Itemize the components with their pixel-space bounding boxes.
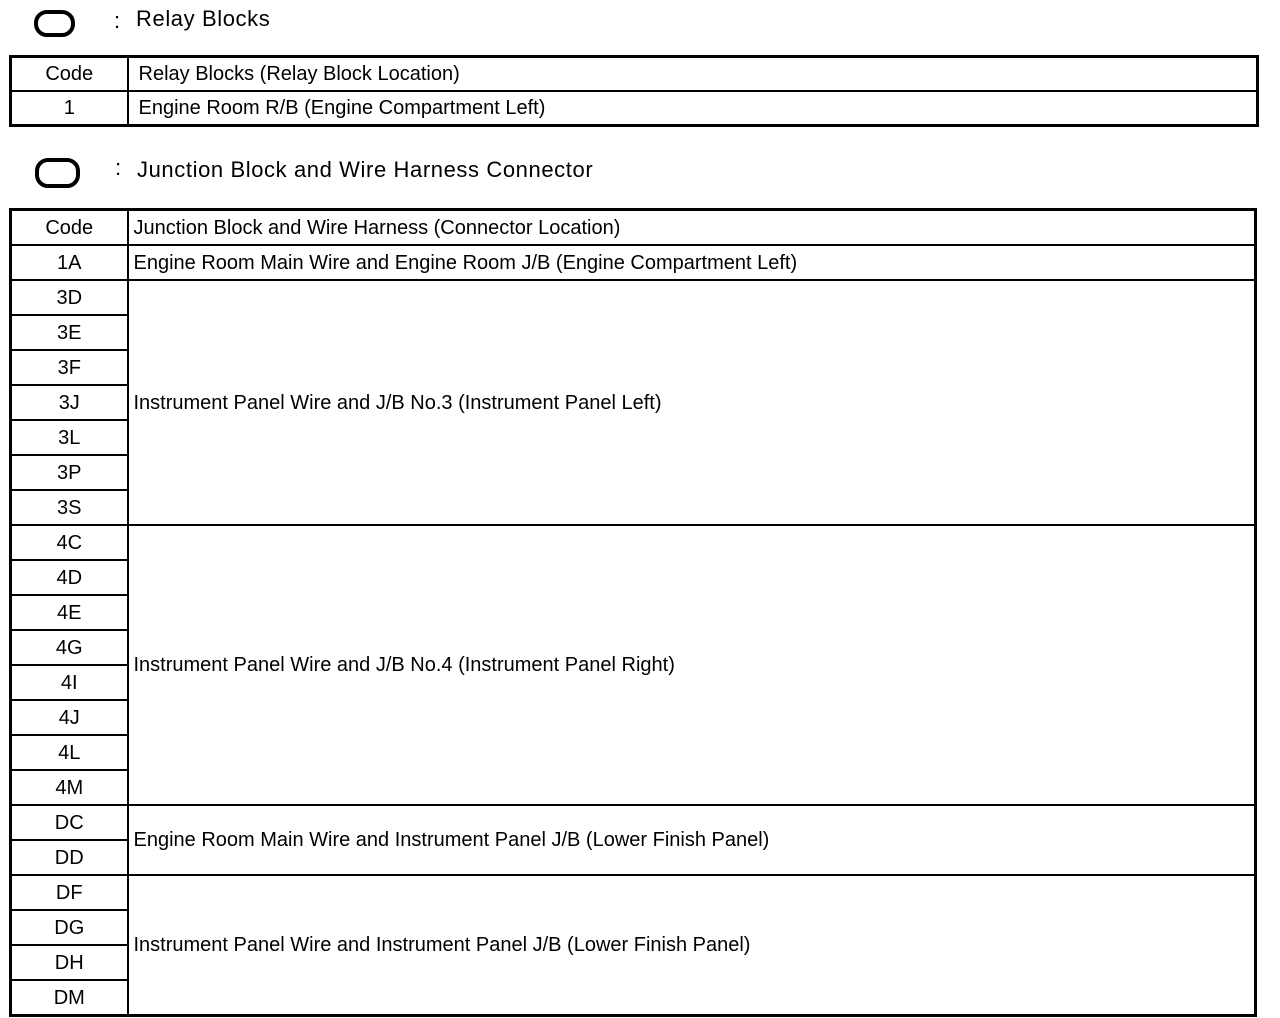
- relay-blocks-title: Relay Blocks: [136, 6, 271, 31]
- connector-code-cell: 4J: [11, 700, 128, 735]
- connector-description-cell: Engine Room Main Wire and Instrument Panel J/B (Lower Finish Panel): [128, 805, 1256, 875]
- header-description: Relay Blocks (Relay Block Location): [128, 57, 1258, 92]
- connector-code-cell: 4C: [11, 525, 128, 560]
- connector-code-cell: DG: [11, 910, 128, 945]
- connector-description-cell: Instrument Panel Wire and J/B No.4 (Instrument Panel Right): [128, 525, 1256, 805]
- table-row: [11, 875, 1256, 910]
- table-header-row: [11, 57, 1258, 92]
- relay-description-cell: Engine Room R/B (Engine Compartment Left): [128, 91, 1258, 126]
- table-row: [11, 805, 1256, 840]
- connector-code-cell: 3E: [11, 315, 128, 350]
- relay-blocks-table: [9, 55, 1259, 127]
- connector-code-cell: DH: [11, 945, 128, 980]
- legend-colon: :: [115, 155, 122, 180]
- connector-code-cell: 4I: [11, 665, 128, 700]
- header-code: Code: [11, 210, 128, 246]
- connector-code-cell: DM: [11, 980, 128, 1016]
- connector-code-cell: 3L: [11, 420, 128, 455]
- relay-block-symbol-icon: [34, 10, 75, 37]
- connector-code-cell: DF: [11, 875, 128, 910]
- connector-code-cell: 4M: [11, 770, 128, 805]
- connector-code-cell: DC: [11, 805, 128, 840]
- connector-code-cell: 3J: [11, 385, 128, 420]
- relay-code-cell: 1: [11, 91, 128, 126]
- header-code: Code: [11, 57, 128, 92]
- connector-code-cell: 4E: [11, 595, 128, 630]
- connector-description-cell: Engine Room Main Wire and Engine Room J/B (Engine Compartment Left): [128, 245, 1256, 280]
- connector-description-cell: Instrument Panel Wire and J/B No.3 (Instrument Panel Left): [128, 280, 1256, 525]
- connector-description-cell: Instrument Panel Wire and Instrument Panel J/B (Lower Finish Panel): [128, 875, 1256, 1016]
- connector-code-cell: 3D: [11, 280, 128, 315]
- junction-block-legend: [35, 155, 735, 192]
- connector-code-cell: 3F: [11, 350, 128, 385]
- connector-code-cell: 3P: [11, 455, 128, 490]
- connector-code-cell: 1A: [11, 245, 128, 280]
- table-header-row: [11, 210, 1256, 246]
- table-row: [11, 525, 1256, 560]
- table-row: [11, 280, 1256, 315]
- connector-code-cell: 4L: [11, 735, 128, 770]
- junction-block-title: Junction Block and Wire Harness Connector: [137, 157, 594, 182]
- connector-code-cell: 4D: [11, 560, 128, 595]
- table-row: [11, 91, 1258, 126]
- table-row: [11, 245, 1256, 280]
- connector-code-cell: 4G: [11, 630, 128, 665]
- junction-block-table: [9, 208, 1257, 1017]
- legend-colon: :: [114, 8, 121, 33]
- header-description: Junction Block and Wire Harness (Connector Location): [128, 210, 1256, 246]
- junction-block-symbol-icon: [35, 158, 80, 188]
- relay-blocks-legend: [34, 6, 434, 44]
- connector-code-cell: 3S: [11, 490, 128, 525]
- connector-code-cell: DD: [11, 840, 128, 875]
